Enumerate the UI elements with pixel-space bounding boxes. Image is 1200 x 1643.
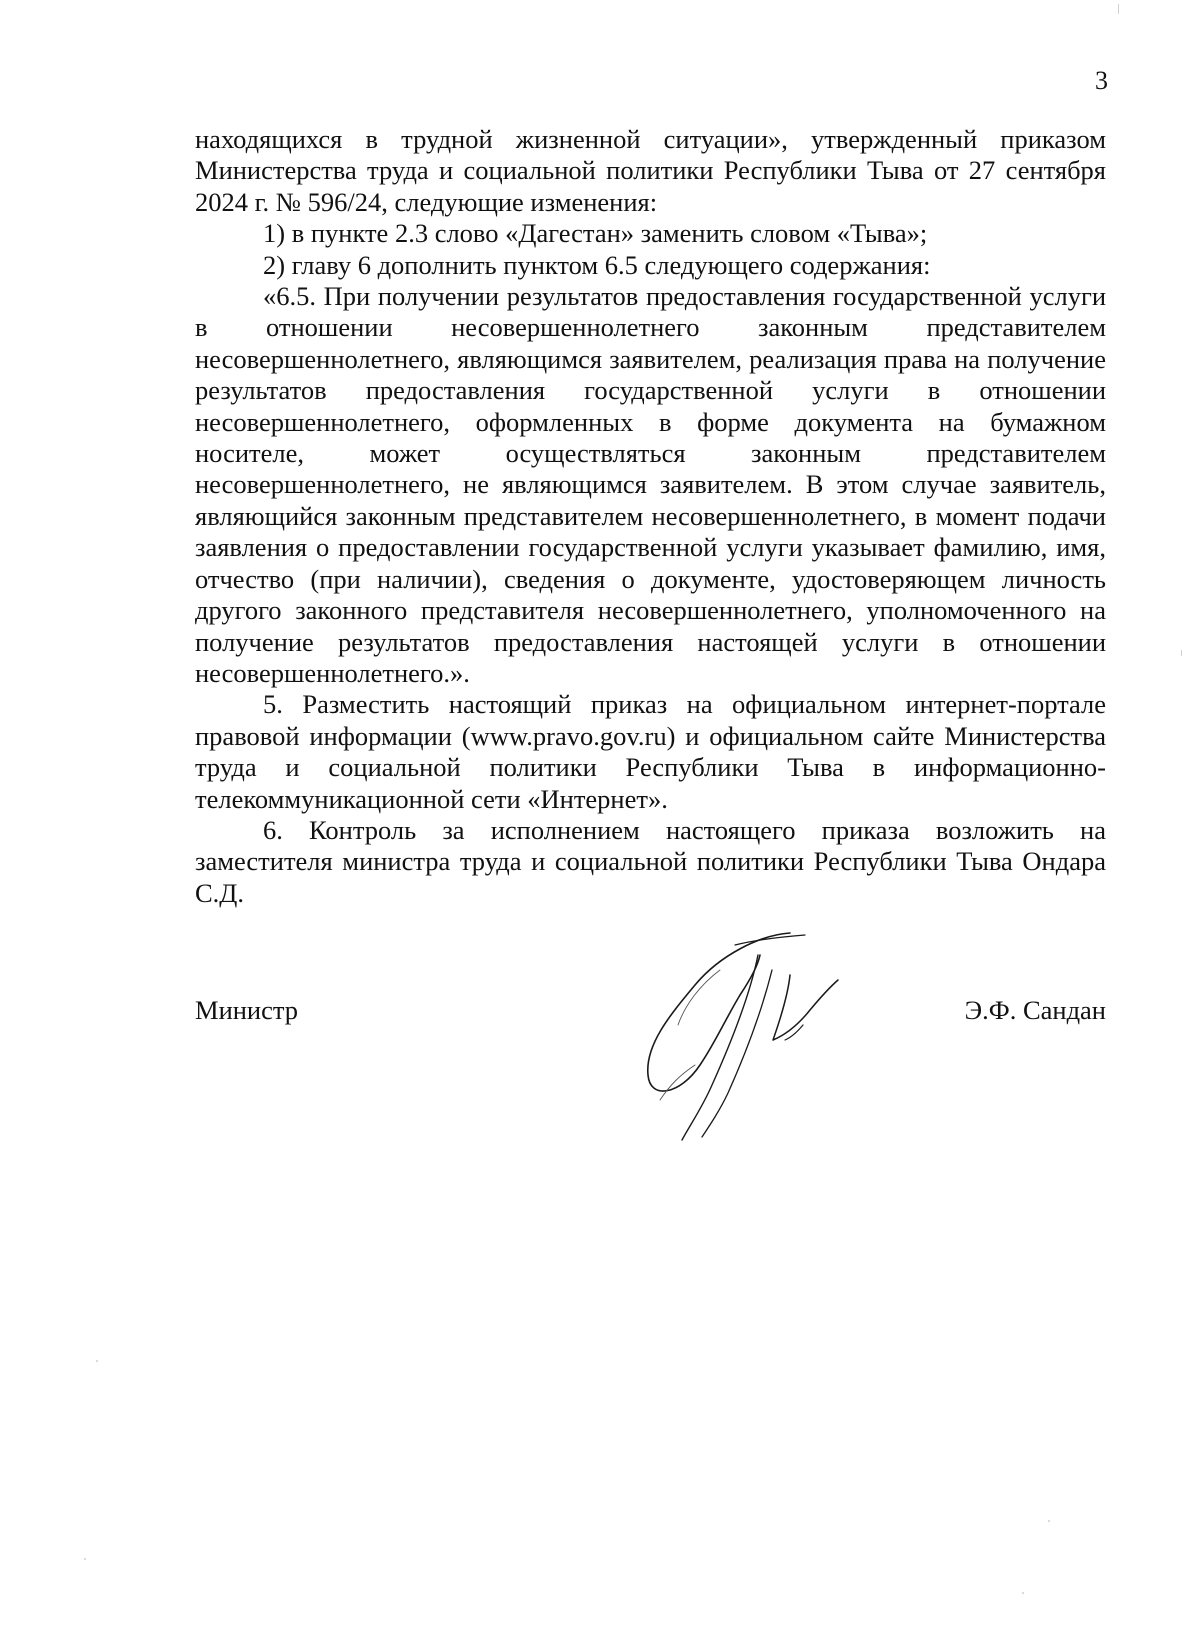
paragraph-clause-6-5: «6.5. При получении результатов предоставления государственной услуги в отношении несовершеннолетнего законным представителем несовершеннолетнего, являющимся заявителем, реализация права на получение результатов предоставления государственной услуги в отношении несовершеннолетнего, оформленных в форме документа на бумажном носителе, может осуществляться законным представителем несовершеннолетнего, не являющимся заявителем. В этом случае заявитель, являющийся законным представителем несовершеннолетнего, в момент подачи заявления о предоставлении государственной услуги указывает фамилию, имя, отчество (при наличии), сведения о документе, удостоверяющем личность другого законного представителя несовершеннолетнего, уполномоченного на получение результатов предоставления настоящей услуги в отношении несовершеннолетнего.». [195,281,1106,688]
page-number: 3 [1095,66,1108,95]
paragraph-item-1: 1) в пункте 2.3 слово «Дагестан» заменить словом «Тыва»; [263,218,928,249]
paragraph-point-6: 6. Контроль за исполнением настоящего приказа возложить на заместителя министра труда и социальной политики Республики Тыва Ондара С.Д. [195,814,1106,908]
paragraph-point-5: 5. Разместить настоящий приказ на официальном интернет-портале правовой информации (www.pravo.gov.ru) и официальном сайте Министерства труда и социальной политики Республики Тыва в информационно-телекоммуникационной сети «Интернет». [195,689,1106,814]
scan-speck [1181,650,1182,656]
scan-speck [84,1558,86,1560]
signatory-name: Э.Ф. Сандан [964,995,1106,1025]
scan-speck [1022,1592,1024,1594]
paragraph-item-2: 2) главу 6 дополнить пунктом 6.5 следующего содержания: [263,249,931,280]
scan-speck [96,1360,98,1362]
document-body [195,124,1106,909]
paragraph-continuation: находящихся в трудной жизненной ситуации», утвержденный приказом Министерства труда и социальной политики Республики Тыва от 27 сентября 2024 г. № 596/24, следующие изменения: [195,124,1106,217]
scan-speck [1048,1520,1050,1522]
scan-speck [1118,4,1119,14]
handwritten-signature [640,925,880,1155]
signatory-title: Министр [195,995,299,1025]
